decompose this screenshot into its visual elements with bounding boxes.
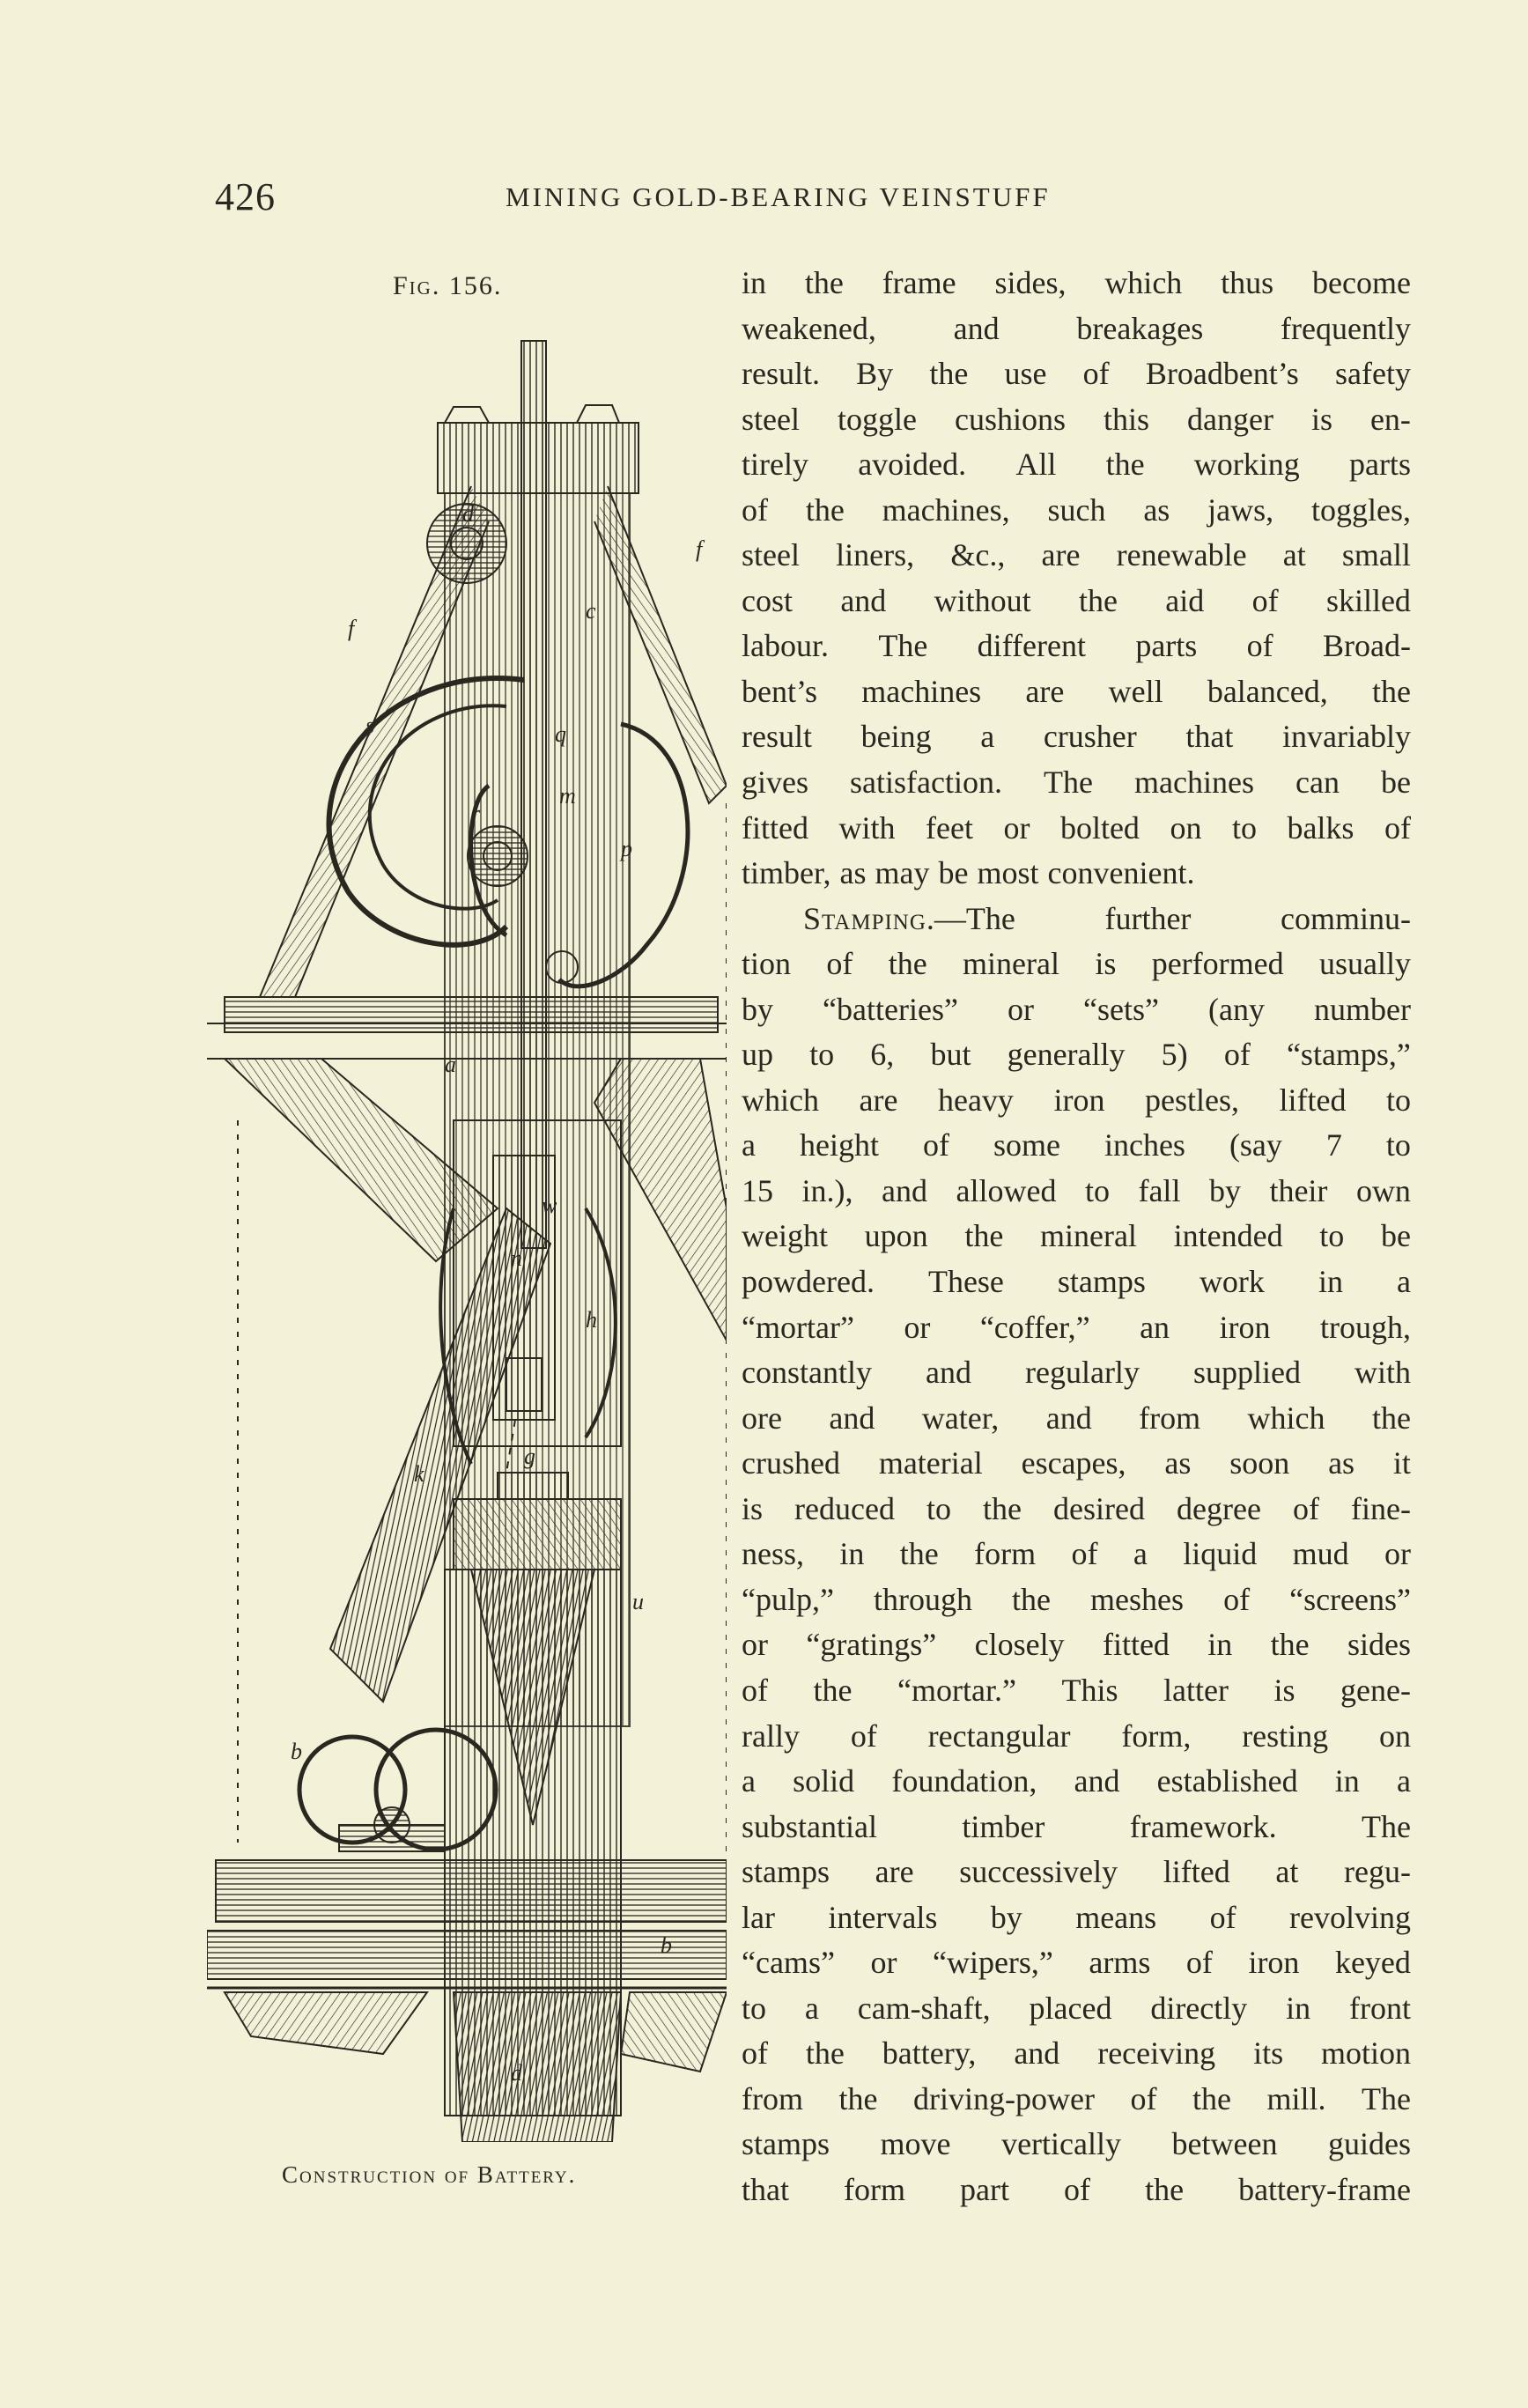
text-line: from the driving-power of the mill. The	[742, 2080, 1411, 2116]
text-line: is reduced to the desired degree of fine-	[742, 1490, 1411, 1526]
fig-letter-k: k	[414, 1461, 424, 1487]
text-line: ore and water, and from which the	[742, 1400, 1411, 1436]
fig-letter-s: s	[365, 713, 375, 738]
text-line: of the battery, and receiving its motion	[742, 2035, 1411, 2072]
text-line: tion of the mineral is performed usually	[742, 946, 1411, 982]
text-line: in the frame sides, which thus become	[742, 265, 1411, 300]
text-line: gives satisfaction. The machines can be	[742, 765, 1411, 801]
text-line: labour. The different parts of Broad-	[742, 628, 1411, 664]
text-line: by “batteries” or “sets” (any number	[742, 991, 1411, 1027]
fig-letter-n: n	[511, 1245, 522, 1271]
text-line: 15 in.), and allowed to fall by their own	[742, 1172, 1411, 1208]
text-line: of the “mortar.” This latter is gene-	[742, 1672, 1411, 1708]
figure-label: Fig. 156.	[393, 271, 503, 300]
text-line: result. By the use of Broadbent’s safety	[742, 356, 1411, 392]
text-line: “cams” or “wipers,” arms of iron keyed	[742, 1945, 1411, 1981]
fig-letter-c: c	[586, 598, 596, 624]
fig-letter-f: f	[348, 616, 355, 641]
text-line: weight upon the mineral intended to be	[742, 1218, 1411, 1254]
text-line: steel liners, &c., are renewable at small	[742, 537, 1411, 573]
text-line: “mortar” or “coffer,” an iron trough,	[742, 1309, 1411, 1345]
battery-engraving	[207, 328, 727, 2142]
text-line: constantly and regularly supplied with	[742, 1355, 1411, 1391]
body-text	[742, 261, 1411, 2225]
fig-letter-m: m	[559, 783, 576, 809]
text-line: Stamping.—The further comminu-	[803, 900, 1411, 936]
text-line: up to 6, but generally 5) of “stamps,”	[742, 1037, 1411, 1073]
fig-letter-u: u	[632, 1589, 644, 1614]
text-line: ness, in the form of a liquid mud or	[742, 1536, 1411, 1572]
running-head: MINING GOLD-BEARING VEINSTUFF	[506, 181, 1051, 212]
fig-letter-p: p	[621, 836, 632, 861]
text-line: lar intervals by means of revolving	[742, 1899, 1411, 1935]
text-line: crushed material escapes, as soon as it	[742, 1445, 1411, 1481]
text-line: tirely avoided. All the working parts	[742, 447, 1411, 483]
text-line: of the machines, such as jaws, toggles,	[742, 491, 1411, 528]
fig-letter-g: g	[524, 1444, 535, 1469]
fig-letter-r: r	[471, 801, 481, 826]
page-number: 426	[215, 175, 276, 218]
text-line: substantial timber framework. The	[742, 1808, 1411, 1844]
fig-letter-a: a	[445, 1052, 456, 1077]
text-line: a solid foundation, and established in a	[742, 1763, 1411, 1799]
fig-letter-d: d	[462, 501, 474, 527]
battery-drawing	[207, 328, 727, 2142]
text-line: a height of some inches (say 7 to	[742, 1127, 1411, 1163]
fig-letter-b: b	[661, 1932, 672, 1958]
text-line: “pulp,” through the meshes of “screens”	[742, 1581, 1411, 1617]
fig-letter-f: f	[696, 536, 703, 562]
fig-letter-w: w	[542, 1193, 557, 1218]
text-line: steel toggle cushions this danger is en-	[742, 401, 1411, 437]
text-line: weakened, and breakages frequently	[742, 310, 1411, 346]
text-line: or “gratings” closely fitted in the sides	[742, 1627, 1411, 1663]
fig-letter-h: h	[586, 1307, 597, 1333]
text-line: which are heavy iron pestles, lifted to	[742, 1082, 1411, 1118]
text-line: rally of rectangular form, resting on	[742, 1717, 1411, 1754]
fig-letter-q: q	[555, 721, 566, 747]
fig-letter-d: d	[511, 2060, 522, 2086]
text-line: that form part of the battery-frame	[742, 2171, 1411, 2207]
text-line: fitted with feet or bolted on to balks of	[742, 809, 1411, 846]
text-line: cost and without the aid of skilled	[742, 582, 1411, 618]
text-line: bent’s machines are well balanced, the	[742, 673, 1411, 709]
text-line: to a cam-shaft, placed directly in front	[742, 1990, 1411, 2026]
text-line: stamps are successively lifted at regu-	[742, 1854, 1411, 1890]
text-line: timber, as may be most convenient.	[742, 855, 1195, 891]
figure-caption: Construction of Battery.	[282, 2161, 577, 2188]
text-line: powdered. These stamps work in a	[742, 1264, 1411, 1300]
text-line: stamps move vertically between guides	[742, 2126, 1411, 2162]
fig-letter-b: b	[291, 1739, 302, 1764]
text-line: result being a crusher that invariably	[742, 719, 1411, 755]
